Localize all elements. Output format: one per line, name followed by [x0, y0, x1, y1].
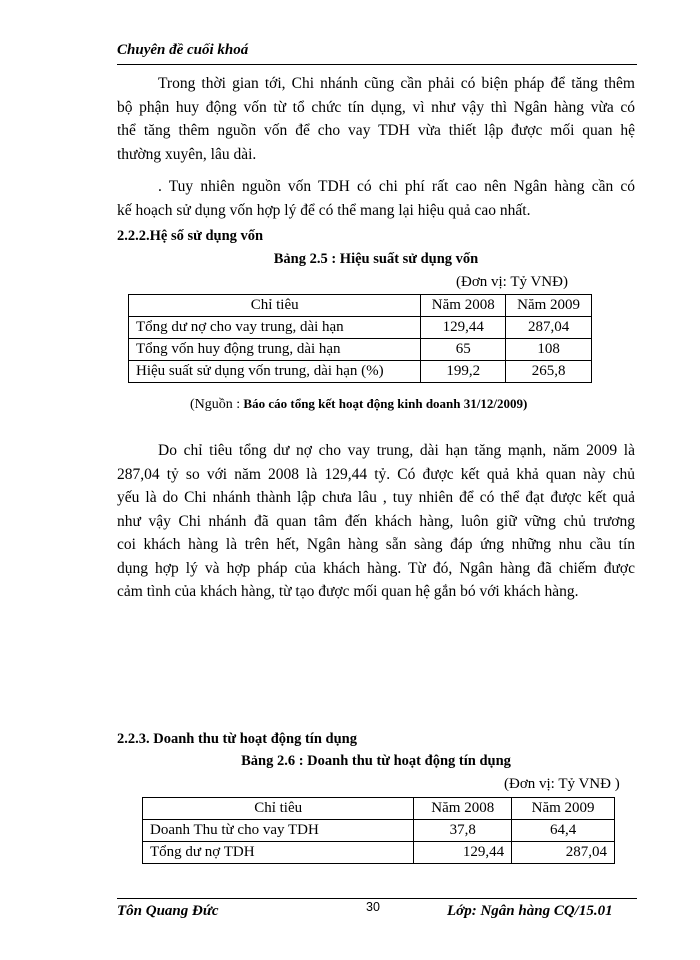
table-cell: 65: [421, 339, 506, 361]
table-cell: 37,8: [414, 820, 512, 842]
source-text: Báo cáo tổng kết hoạt động kinh doanh 31/12/2009): [243, 396, 528, 411]
footer-divider: [117, 898, 637, 899]
header-divider: [117, 64, 637, 65]
paragraph-1: [117, 72, 635, 166]
paragraph-line: cảm tình của khách hàng, từ tạo được mối quan hệ gắn bó với khách hàng.: [117, 583, 579, 600]
table-header-cell: Năm 2009: [506, 295, 592, 317]
running-header-title: Chuyên đề cuối khoá: [117, 42, 249, 58]
table-header-cell: Chỉ tiêu: [143, 798, 414, 820]
paragraph-line: dụng hợp lý và hợp pháp của khách hàng. Từ đó, Ngân hàng đã chiếm được: [117, 559, 635, 577]
paragraph-line: Trong thời gian tới, Chi nhánh cũng cần phải có biện pháp để tăng thêm: [158, 75, 635, 92]
section-heading-2-2-2: 2.2.2.Hệ số sử dụng vốn: [117, 228, 264, 244]
section-heading-2-2-3: 2.2.3. Doanh thu từ hoạt động tín dụng: [117, 731, 357, 747]
table-cell: 108: [506, 339, 592, 361]
source-label: (Nguồn :: [190, 397, 241, 412]
table-cell: Doanh Thu từ cho vay TDH: [143, 820, 414, 842]
paragraph-line: thể tăng thêm nguồn vốn để cho vay TDH vừa thiết lập được mối quan hệ: [117, 122, 635, 139]
table-header-row: [129, 295, 592, 317]
table-2-6-caption: Bảng 2.6 : Doanh thu từ hoạt động tín dụng: [241, 753, 511, 769]
page-number: 30: [366, 900, 380, 914]
paragraph-line: coi khách hàng là trên hết, Ngân hàng sẵn sàng đáp ứng những nhu cầu tín: [117, 536, 635, 553]
paragraph-line: Do chỉ tiêu tổng dư nợ cho vay trung, dài hạn tăng mạnh, năm 2009 là: [158, 442, 635, 459]
footer-author: Tôn Quang Đức: [117, 903, 219, 919]
table-cell: 265,8: [506, 361, 592, 383]
table-cell: Tổng vốn huy động trung, dài hạn: [129, 339, 421, 361]
table-row: [143, 842, 615, 864]
table-cell: Tổng dư nợ cho vay trung, dài hạn: [129, 317, 421, 339]
paragraph-line: kế hoạch sử dụng vốn hợp lý để có thể mang lại hiệu quả cao nhất.: [117, 201, 531, 219]
table-cell: 287,04: [512, 842, 615, 864]
table-cell: 129,44: [421, 317, 506, 339]
table-cell: 64,4: [512, 820, 615, 842]
paragraph-line: . Tuy nhiên nguồn vốn TDH có chi phí rất cao nên Ngân hàng cần có: [158, 178, 635, 195]
table-2-5-caption: Bảng 2.5 : Hiệu suất sử dụng vốn: [273, 251, 479, 267]
table-2-5: [128, 294, 592, 383]
paragraph-line: 287,04 tỷ so với năm 2008 là 129,44 tỷ. Có được kết quả khả quan này chủ: [117, 465, 635, 483]
paragraph-line: bộ phận huy động vốn từ tổ chức tín dụng, vì như vậy thì Ngân hàng vừa có: [117, 98, 635, 116]
paragraph-line: yếu là do Chi nhánh thành lập chưa lâu , tuy nhiên để có thể đạt được kết quả: [117, 489, 635, 506]
table-header-cell: Năm 2009: [512, 798, 615, 820]
table-row: [129, 361, 592, 383]
table-cell: 129,44: [414, 842, 512, 864]
paragraph-line: thường xuyên, lâu dài.: [117, 145, 257, 163]
table-header-cell: Năm 2008: [421, 295, 506, 317]
table-cell: Hiệu suất sử dụng vốn trung, dài hạn (%): [129, 361, 421, 383]
table-header-cell: Chỉ tiêu: [129, 295, 421, 317]
paragraph-2: [117, 175, 635, 222]
table-2-5-unit: (Đơn vị: Tỷ VNĐ): [456, 274, 568, 290]
table-2-6: [142, 797, 615, 864]
table-header-cell: Năm 2008: [414, 798, 512, 820]
table-2-6-unit: (Đơn vị: Tỷ VNĐ ): [504, 776, 620, 792]
table-row: [129, 317, 592, 339]
footer-class: Lớp: Ngân hàng CQ/15.01: [447, 903, 613, 919]
paragraph-3: [117, 439, 635, 604]
table-cell: 287,04: [506, 317, 592, 339]
table-cell: 199,2: [421, 361, 506, 383]
table-header-row: [143, 798, 615, 820]
table-row: [143, 820, 615, 842]
table-2-5-source: [190, 396, 527, 413]
paragraph-line: như vậy Chi nhánh đã quan tâm đến khách hàng, luôn giữ vững chủ trương: [117, 512, 635, 530]
table-cell: Tổng dư nợ TDH: [143, 842, 414, 864]
table-row: [129, 339, 592, 361]
